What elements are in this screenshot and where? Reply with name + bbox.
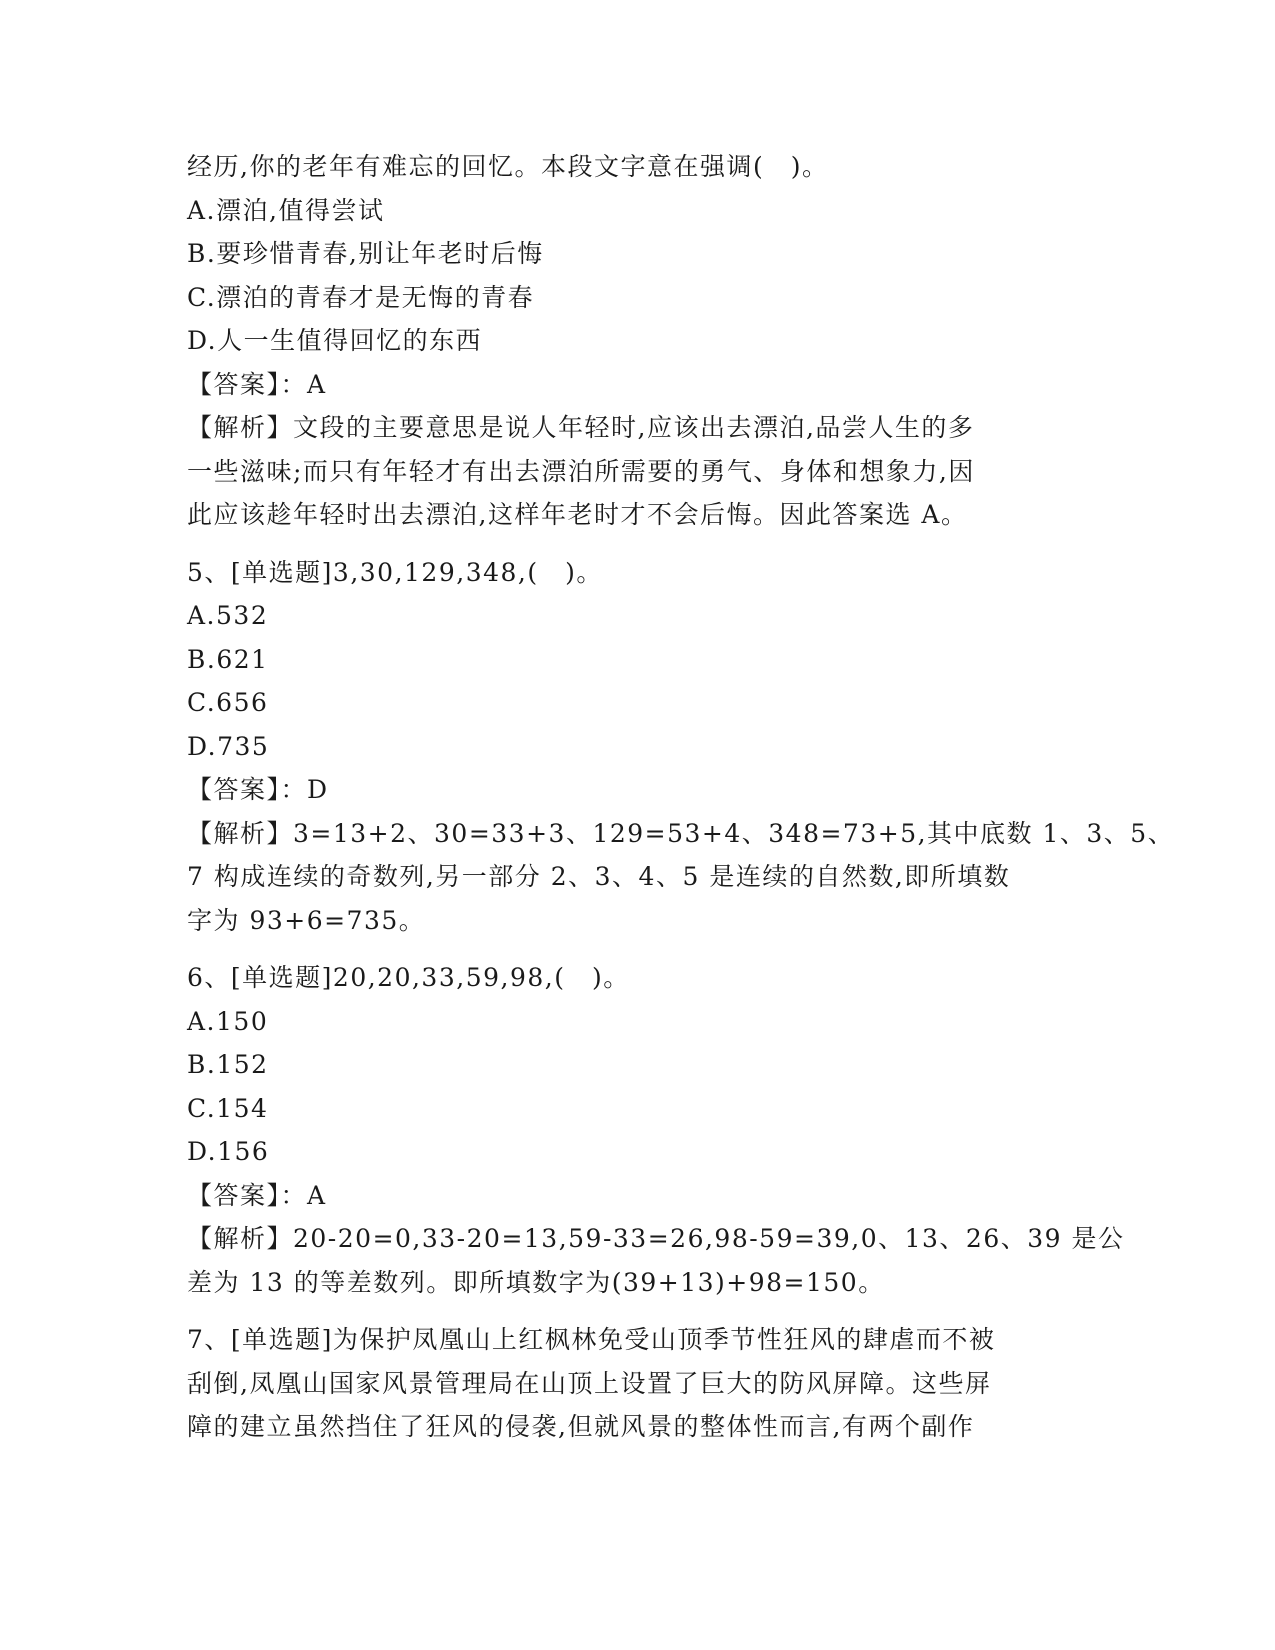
question-4-option-b: B.要珍惜青春,别让年老时后悔 [187, 239, 544, 268]
question-6-answer: 【答案】：A [187, 1180, 327, 1210]
question-4-explanation-line: 【解析】文段的主要意思是说人年轻时,应该出去漂泊,品尝人生的多 [187, 413, 975, 442]
question-4-answer: 【答案】：A [187, 369, 327, 399]
question-6-explanation-line: 差为 13 的等差数列。即所填数字为(39+13)+98=150。 [187, 1267, 885, 1297]
question-6-option-d: D.156 [187, 1137, 270, 1166]
question-5-option-d: D.735 [187, 731, 270, 761]
question-7-stem-line: 7、[单选题]为保护凤凰山上红枫林免受山顶季节性狂风的肆虐而不被 [187, 1325, 996, 1354]
question-5-option-a: A.532 [187, 601, 269, 630]
question-6-option-c: C.154 [187, 1093, 269, 1123]
question-6-stem: 6、[单选题]20,20,33,59,98,( )。 [187, 963, 630, 992]
question-5-answer: 【答案】：D [187, 775, 329, 804]
block-spacer [187, 537, 1087, 551]
question-5-option-c: C.656 [187, 688, 269, 717]
question-5-explanation-line: 【解析】3=13+2、30=33+3、129=53+4、348=73+5,其中底数 1、3、5、 [187, 818, 1175, 848]
question-4-explanation-line: 此应该趁年轻时出去漂泊,这样年老时才不会后悔。因此答案选 A。 [187, 500, 968, 529]
question-5-block [187, 551, 1175, 943]
question-5-option-b: B.621 [187, 644, 269, 674]
question-5-explanation-line: 字为 93+6=735。 [187, 905, 426, 935]
block-spacer [187, 1304, 1087, 1318]
block-spacer [187, 942, 1087, 956]
question-4-explanation-line: 一些滋味;而只有年轻才有出去漂泊所需要的勇气、身体和想象力,因 [187, 456, 975, 486]
document-content [187, 145, 1175, 1449]
question-6-block [187, 956, 1125, 1304]
question-4-block [187, 145, 1087, 537]
question-5-stem: 5、[单选题]3,30,129,348,( )。 [187, 557, 603, 587]
question-6-option-b: B.152 [187, 1050, 269, 1079]
question-4-option-a: A.漂泊,值得尝试 [187, 195, 385, 225]
question-4-option-c: C.漂泊的青春才是无悔的青春 [187, 282, 535, 312]
question-7-stem-line: 障的建立虽然挡住了狂风的侵袭,但就风景的整体性而言,有两个副作 [187, 1412, 975, 1441]
question-7-block [187, 1318, 1087, 1449]
question-4-option-d: D.人一生值得回忆的东西 [187, 326, 483, 355]
question-4-stem: 经历,你的老年有难忘的回忆。本段文字意在强调( )。 [187, 152, 829, 181]
question-6-explanation-line: 【解析】20-20=0,33-20=13,59-33=26,98-59=39,0、13、26、39 是公 [187, 1224, 1125, 1253]
question-6-option-a: A.150 [187, 1006, 269, 1036]
question-5-explanation-line: 7 构成连续的奇数列,另一部分 2、3、4、5 是连续的自然数,即所填数 [187, 862, 1011, 891]
question-7-stem-line: 刮倒,凤凰山国家风景管理局在山顶上设置了巨大的防风屏障。这些屏 [187, 1368, 992, 1398]
